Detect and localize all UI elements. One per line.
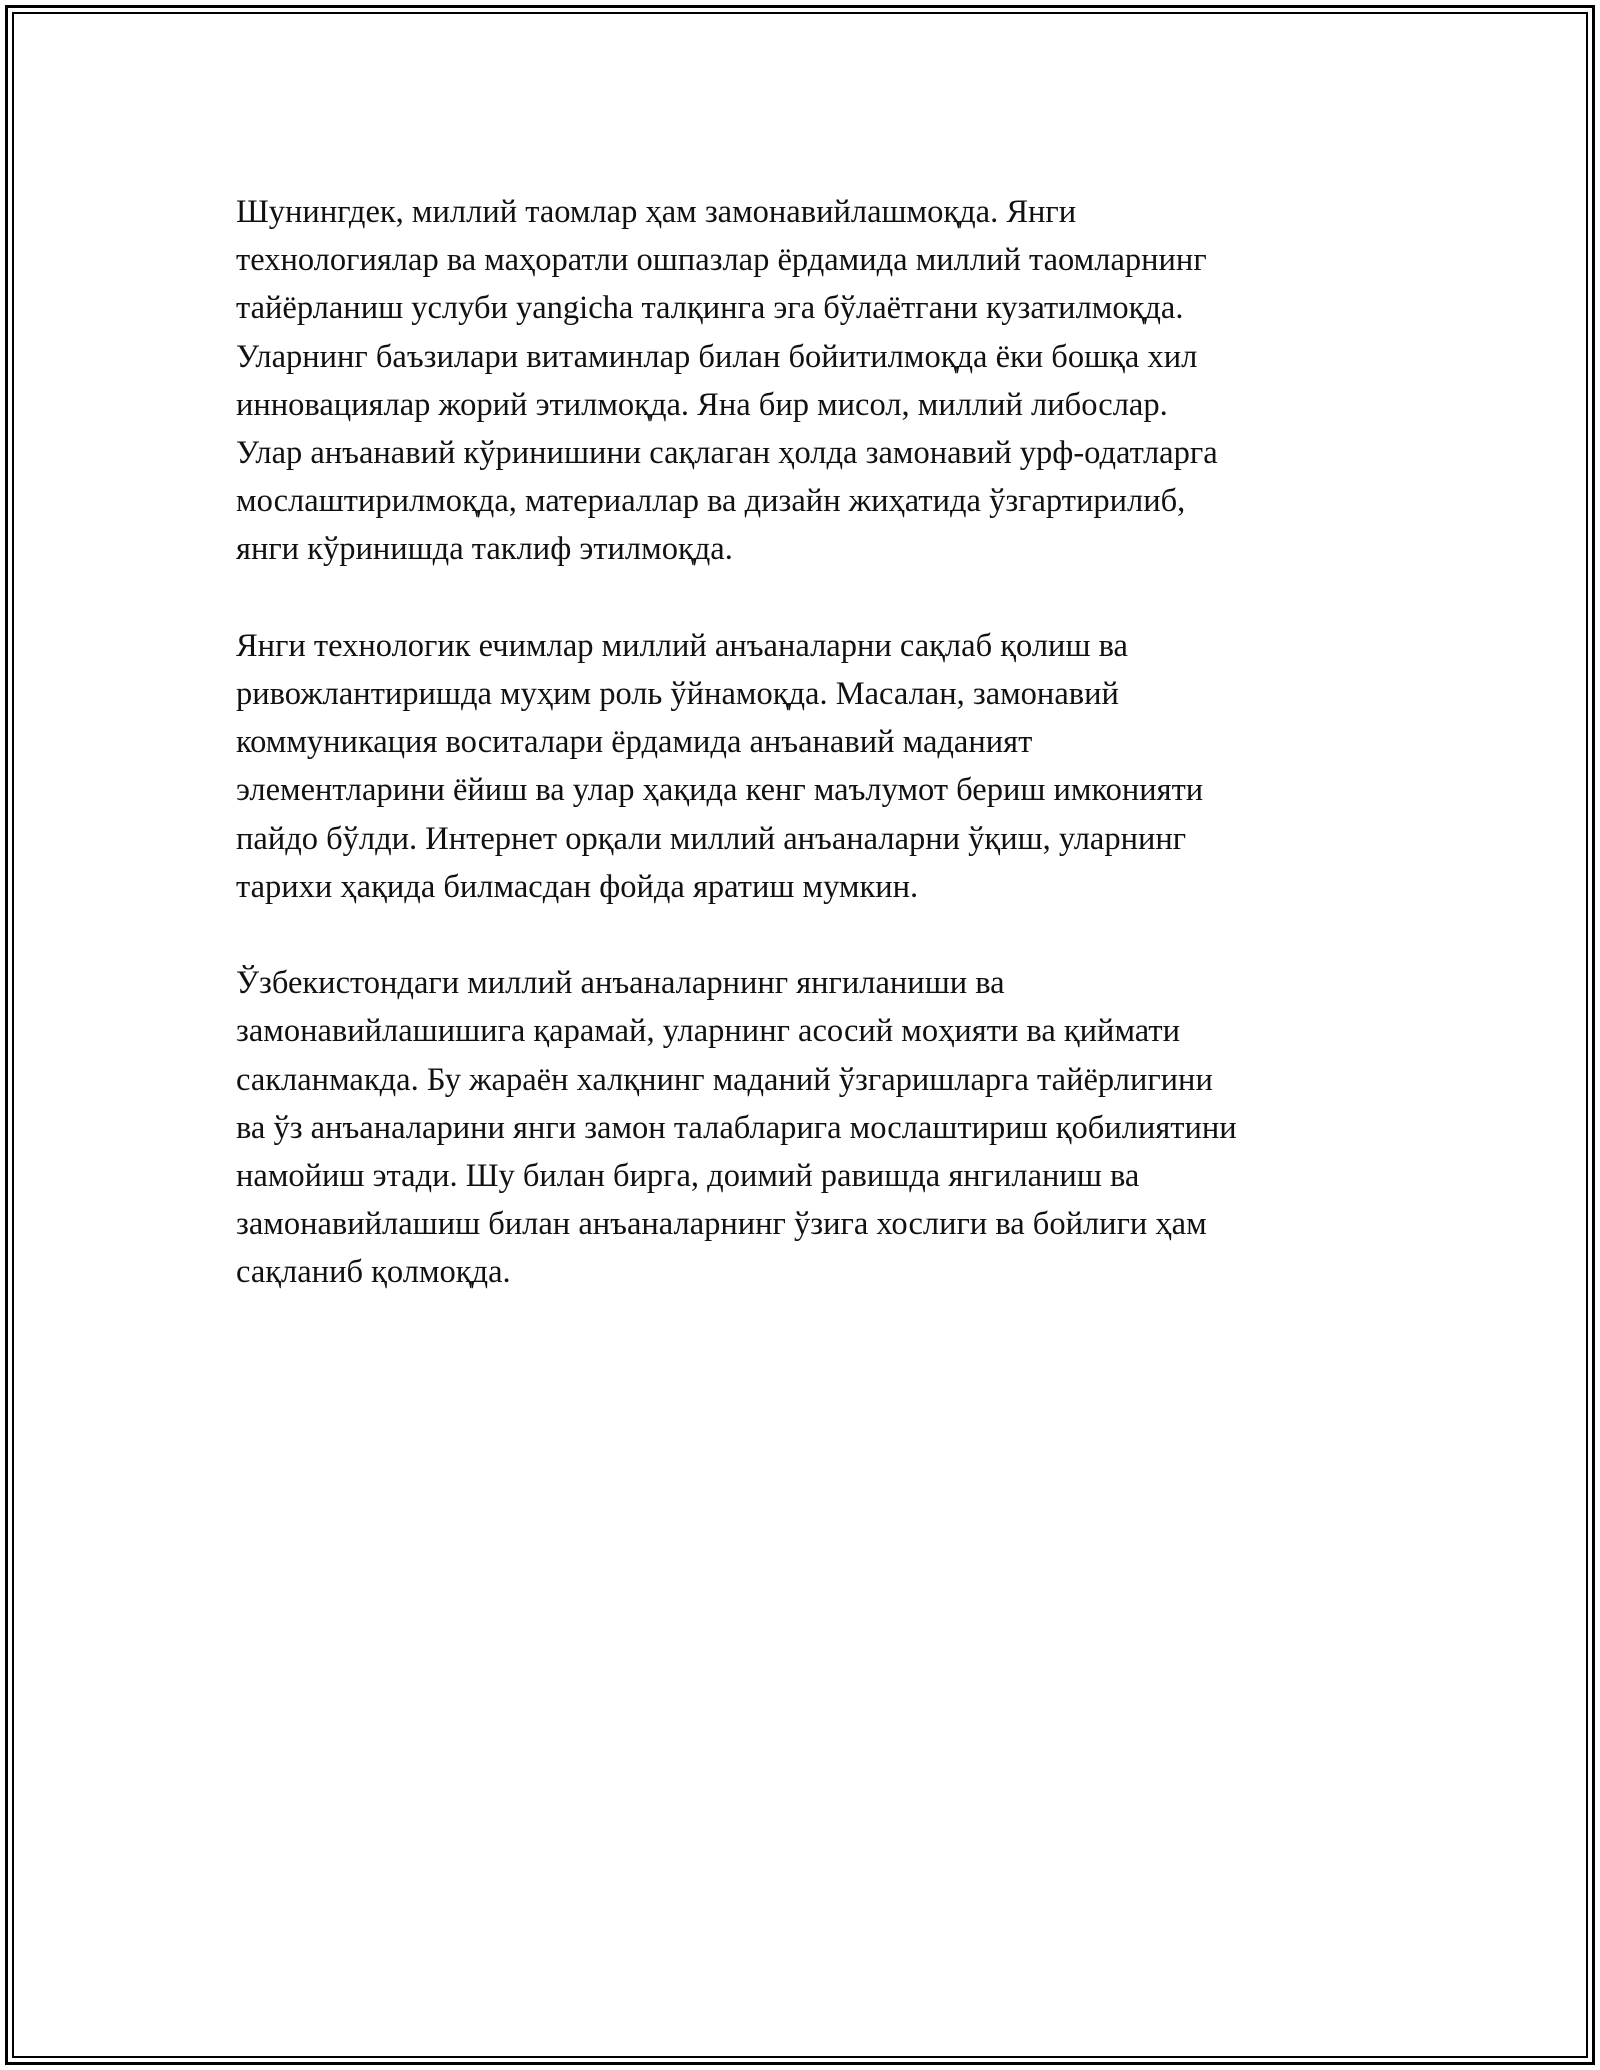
document-body: [236, 188, 1366, 1345]
paragraph-3: Ўзбекистондаги миллий анъаналарнинг янгиланиши ва замонавийлашишига қарамай, уларнинг асосий моҳияти ва қиймати сакланмакда. Бу жараён халқнинг маданий ўзгаришларга тайёрлигини ва ўз анъаналарини янги замон талабларига мослаштириш қобилиятини намойиш этади. Шу билан бирга, доимий равишда янгиланиш ва замонавийлашиш билан анъаналарнинг ўзига хослиги ва бойлиги ҳам сақланиб қолмоқда.: [236, 965, 1237, 1291]
paragraph-2: Янги технологик ечимлар миллий анъаналарни сақлаб қолиш ва ривожлантиришда муҳим роль ўйнамоқда. Масалан, замонавий коммуникация воситалари ёрдамида анъанавий маданият элементларини ёйиш ва улар ҳақида кенг маълумот бериш имконияти пайдо бўлди. Интернет орқали миллий анъаналарни ўқиш, уларнинг тарихи ҳақида билмасдан фойда яратиш мумкин.: [236, 627, 1204, 905]
paragraph-1: Шунингдек, миллий таомлар ҳам замонавийлашмоқда. Янги технологиялар ва маҳоратли ошпазлар ёрдамида миллий таомларнинг тайёрланиш услуби yangicha талқинга эга бўлаётгани кузатилмоқда. Уларнинг баъзилари витаминлар билан бойитилмоқда ёки бошқа хил инновациялар жорий этилмоқда. Яна бир мисол, миллий либослар. Улар анъанавий кўринишини сақлаган ҳолда замонавий урф-одатларга мослаштирилмоқда, материаллар ва дизайн жиҳатида ўзгартирилиб, янги кўринишда таклиф этилмоқда.: [236, 194, 1218, 568]
